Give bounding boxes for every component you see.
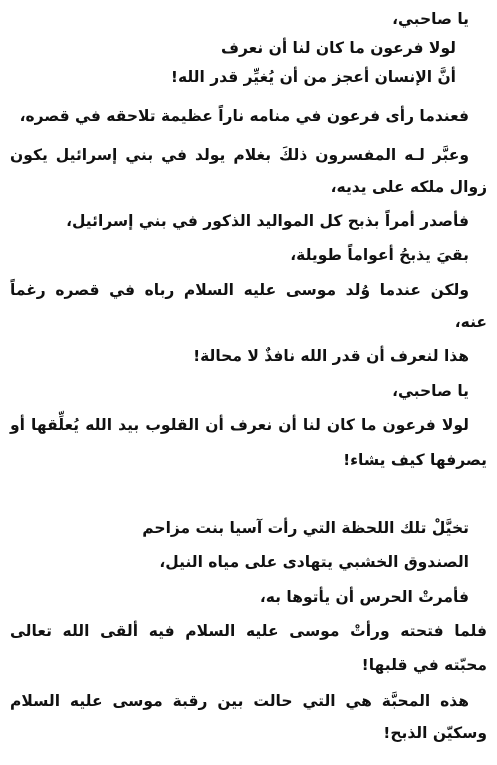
text-line-11: هذا لنعرف أن قدر الله نافذٌ لا محالة! — [193, 347, 469, 365]
text-line-1: يا صاحبي، — [392, 10, 469, 28]
text-line-7: فأصدر أمراً بذبح كل المواليد الذكور في بني إسرائيل، — [66, 212, 469, 230]
text-line-13: لولا فرعون ما كان لنا أن نعرف أن القلوب بيد الله يُعلِّقها أو — [10, 416, 469, 434]
text-line-9: ولكن عندما وُلد موسى عليه السلام رباه في قصره رغماً — [10, 281, 469, 299]
text-line-20: هذه المحبَّة هي التي حالت بين رقبة موسى عليه السلام — [10, 692, 469, 710]
text-line-17: فأمرتْ الحرس أن يأتوها به، — [259, 588, 469, 606]
text-line-3: أنَّ الإنسان أعجز من أن يُغيِّر قدر الله! — [170, 68, 456, 86]
text-line-6: زوال ملكه على يديه، — [330, 178, 487, 196]
text-line-12: يا صاحبي، — [392, 382, 469, 400]
text-line-21: وسكيّن الذبح! — [383, 724, 487, 742]
text-line-5: وعبَّر لـه المفسرون ذلكَ بغلام يولد في بني إسرائيل يكون — [10, 146, 469, 164]
text-line-16: الصندوق الخشبي يتهادى على مياه النيل، — [159, 553, 469, 571]
text-line-18: فلما فتحته ورأتْ موسى عليه السلام فيه ألقى الله تعالى — [10, 622, 487, 640]
text-line-4: فعندما رأى فرعون في منامه ناراً عظيمة تلاحقه في قصره، — [19, 107, 469, 125]
text-line-14: يصرفها كيف يشاء! — [343, 451, 487, 469]
text-line-19: محبّته في قلبها! — [361, 656, 487, 674]
text-line-2: لولا فرعون ما كان لنا أن نعرف — [221, 39, 456, 57]
text-line-15: تخيَّلْ تلك اللحظة التي رأت آسيا بنت مزاحم — [142, 519, 469, 537]
text-line-10: عنه، — [454, 313, 487, 331]
text-line-8: بقيَ يذبحُ أعواماً طويلة، — [290, 246, 469, 264]
